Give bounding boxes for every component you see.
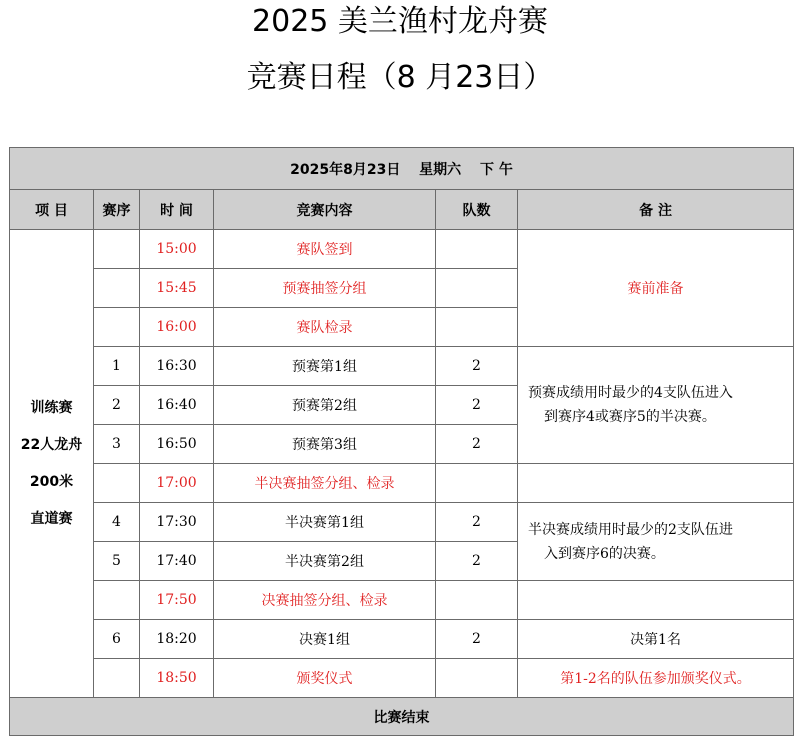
seq-cell [94, 269, 140, 308]
table-row [10, 581, 794, 620]
content-cell: 决赛抽签分组、检录 [214, 581, 436, 620]
event-line: 直道赛 [30, 510, 73, 527]
table-row [10, 659, 794, 698]
content-cell: 决赛1组 [214, 620, 436, 659]
teams-cell [436, 230, 518, 269]
time-cell: 17:40 [140, 542, 214, 581]
table-row [10, 464, 794, 503]
content-cell: 半决赛抽签分组、检录 [214, 464, 436, 503]
teams-cell: 2 [436, 386, 518, 425]
note-award: 第1-2名的队伍参加颁奖仪式。 [518, 659, 794, 698]
header-content: 竞赛内容 [214, 190, 436, 230]
note-prelim [518, 347, 794, 464]
note-prep: 赛前准备 [518, 230, 794, 347]
time-cell: 18:50 [140, 659, 214, 698]
seq-cell: 4 [94, 503, 140, 542]
time-cell: 16:40 [140, 386, 214, 425]
page-subtitle: 竞赛日程（8 月23日） [246, 60, 554, 95]
seq-cell: 5 [94, 542, 140, 581]
note-line: 到赛序4或赛序5的半决赛。 [544, 409, 716, 425]
time-cell: 15:45 [140, 269, 214, 308]
schedule-table [9, 147, 794, 736]
seq-cell [94, 464, 140, 503]
content-cell: 半决赛第2组 [214, 542, 436, 581]
teams-cell: 2 [436, 542, 518, 581]
time-cell: 16:30 [140, 347, 214, 386]
content-cell: 预赛第3组 [214, 425, 436, 464]
table-row [10, 503, 794, 542]
seq-cell: 3 [94, 425, 140, 464]
time-cell: 16:50 [140, 425, 214, 464]
header-event: 项 目 [10, 190, 94, 230]
note-final: 决第1名 [518, 620, 794, 659]
seq-cell: 2 [94, 386, 140, 425]
seq-cell: 6 [94, 620, 140, 659]
table-row [10, 230, 794, 269]
seq-cell [94, 230, 140, 269]
time-cell: 17:50 [140, 581, 214, 620]
note-line: 半决赛成绩用时最少的2支队伍进 [528, 521, 733, 538]
note-empty [518, 581, 794, 620]
header-time: 时 间 [140, 190, 214, 230]
teams-cell: 2 [436, 425, 518, 464]
teams-cell: 2 [436, 620, 518, 659]
content-cell: 预赛第2组 [214, 386, 436, 425]
note-empty [518, 464, 794, 503]
seq-cell [94, 581, 140, 620]
note-semi [518, 503, 794, 581]
header-notes: 备 注 [518, 190, 794, 230]
time-cell: 17:30 [140, 503, 214, 542]
event-cell [10, 230, 94, 698]
time-cell: 18:20 [140, 620, 214, 659]
content-cell: 预赛抽签分组 [214, 269, 436, 308]
teams-cell [436, 464, 518, 503]
content-cell: 赛队签到 [214, 230, 436, 269]
teams-cell: 2 [436, 347, 518, 386]
header-seq: 赛序 [94, 190, 140, 230]
note-line: 预赛成绩用时最少的4支队伍进入 [528, 385, 733, 401]
teams-cell [436, 308, 518, 347]
table-row [10, 347, 794, 386]
content-cell: 半决赛第1组 [214, 503, 436, 542]
table-footer: 比赛结束 [10, 698, 794, 736]
event-line: 训练赛 [30, 399, 73, 416]
time-cell: 17:00 [140, 464, 214, 503]
page-title: 2025 美兰渔村龙舟赛 [252, 4, 548, 39]
event-line: 22人龙舟 [20, 436, 83, 453]
header-teams: 队数 [436, 190, 518, 230]
content-cell: 颁奖仪式 [214, 659, 436, 698]
seq-cell [94, 308, 140, 347]
time-cell: 15:00 [140, 230, 214, 269]
seq-cell [94, 659, 140, 698]
content-cell: 赛队检录 [214, 308, 436, 347]
teams-cell: 2 [436, 503, 518, 542]
note-line: 入到赛序6的决赛。 [544, 545, 665, 562]
time-cell: 16:00 [140, 308, 214, 347]
content-cell: 预赛第1组 [214, 347, 436, 386]
date-header: 2025年8月23日 星期六 下 午 [10, 148, 794, 190]
table-row [10, 620, 794, 659]
teams-cell [436, 269, 518, 308]
teams-cell [436, 659, 518, 698]
seq-cell: 1 [94, 347, 140, 386]
event-line: 200米 [29, 473, 74, 490]
teams-cell [436, 581, 518, 620]
